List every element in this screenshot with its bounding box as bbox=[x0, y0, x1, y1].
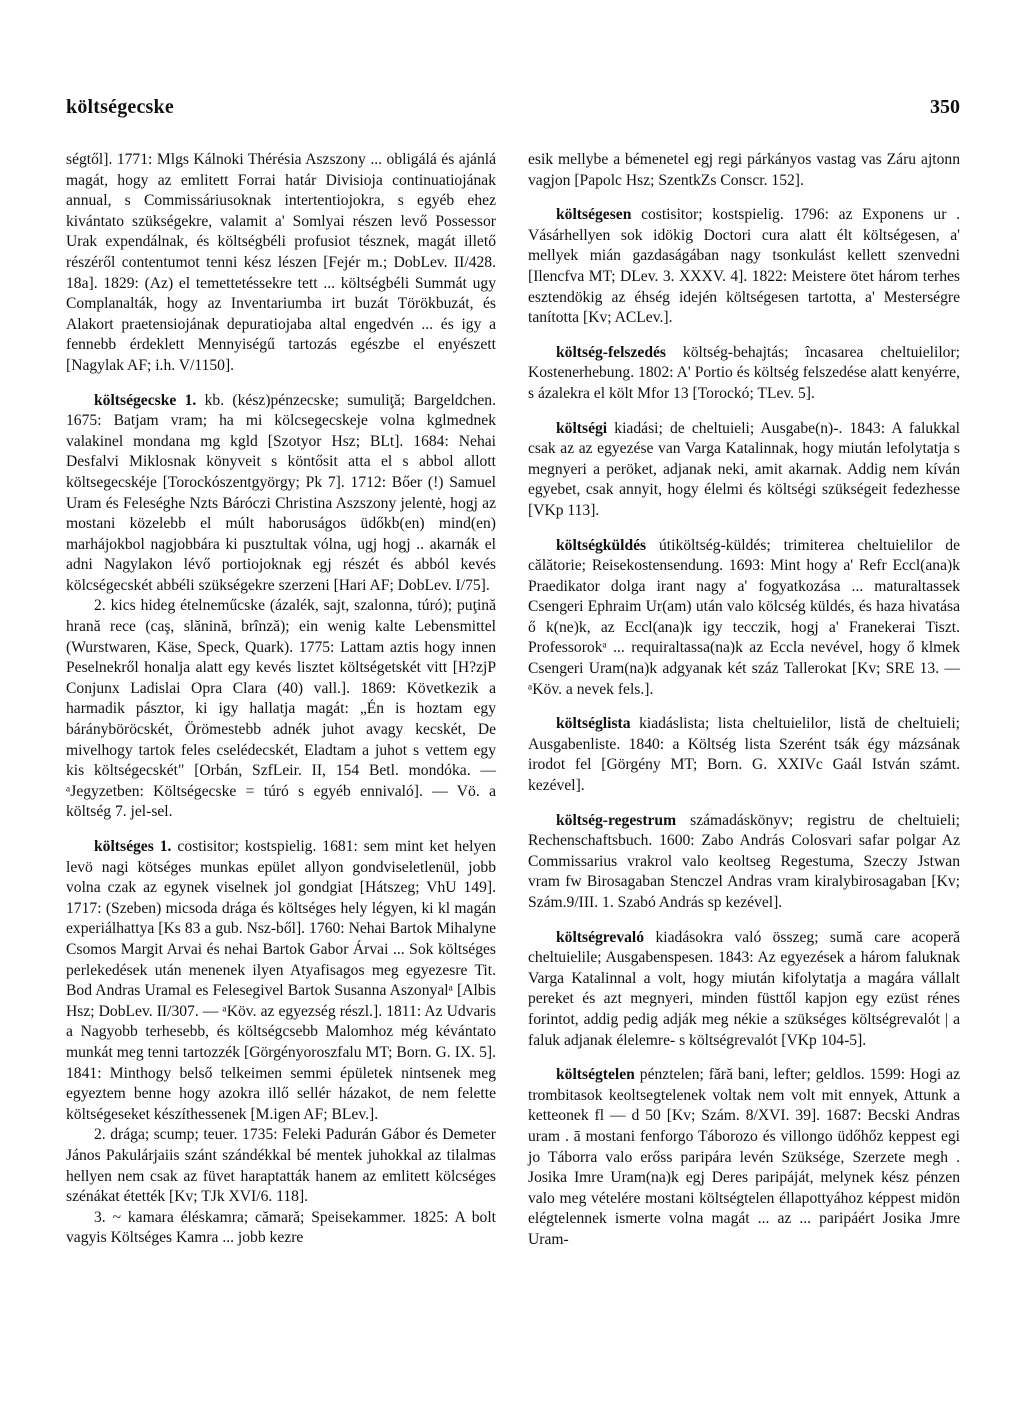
entry-text: számadáskönyv; registru de cheltuieli; Rechenschaftsbuch. 1600: Zabo András Colosvari safar polgar Az Commissarius vrakrol valo keoltseg Regestuma, Szeczy Jstwan vram fw Birosagaban Stenczel Andras vram kiralybirosagaban [Kv; Szám.9/III. 1. Szabó András sp kezével]. bbox=[528, 811, 960, 911]
entry-koltsegi bbox=[528, 419, 960, 522]
entry-text: kb. (kész)pénzecske; sumuliţă; Bargeldchen. 1675: Batjam vram; ha mi kölcsegecskeje volna kglmednek valakinel mondana mg kgld [Szotyor Hsz; BLt]. 1684: Nehai Desfalvi Miklosnak könyveit s köntősit atta el s abbol allott költsegecskéje [Torockószentgyörgy; Pk 7]. 1712: Bőer (!) Samuel Uram és Feleséghe Nzts Báróczi Christina Aszszony jelentė, hogj az mostani közelebb el múlt haboruságos üdőkb(en) mind(en) marhájokbol nagjobbára ki pusztultak vólna, ugj hogj .. akarnák el adni Nagylakon lévő portiojoknak egj részét és abból kevés kölcségecskét abbéli szükségekre szerzeni [Hari AF; DobLev. I/75]. bbox=[66, 391, 496, 594]
entry-text: kiadási; de cheltuieli; Ausgabe(n)-. 1843: A falukkal csak az az egyezése van Varga Katalinnak, hogy miután lefolytatja s megnyeri a peröket, adjanak neki, amit akarnak. Addig nem kíván egyebet, csak annyit, hogy élelmi és költségi szükségeit fedezhesse [VKp 113]. bbox=[528, 419, 960, 519]
entry-text: 2. kics hideg ételneműcske (ázalék, sajt, szalonna, túró); puţină hrană rece (caş, slănină, brînză); ein wenig kalte Lebensmittel (Wurstwaren, Käse, Speck, Quark). 1775: Lattam aztis hogy innen Peselnekről honalja alatt egy kevés lisztet költségetskét vitt [H?zjP Conjunx Ladislai Opra Clara (40) vall.]. 1869: Következik a harmadik pásztor, ki igy hallatja magát: „Én is hoztam egy bárányböröcskét, Örömestebb adnék juhot avagy kecskét, De mivelhogy tartok feles cselédecskét, Eladtam a juhot s vettem egy kis költségecskét" [Orbán, SzfLeir. II, 154 Betl. mondóka. — ᵃJegyzetben: Költségecske = túró s egyéb ennivaló]. — Vö. a költség 7. jel-sel. bbox=[66, 597, 496, 821]
entry-text: costisitor; kostspielig. 1681: sem mint ket helyen levö nagi kötséges munkas epület allyon gondviseletlenül, jobb volna czak az egynek viselnek jol gondgiat [Hátszeg; VhU 149]. 1717: (Szeben) micsoda drága és költséges hely légyen, ki kl magán experiálhattya [Ks 83 a gub. Nsz-ből]. 1760: Nehai Bartok Mihalyne Csomos Margit Arvai és nehai Bartok Gabor Árvai ... Sok költséges perlekedések után menenek ilyen Atyafisagos meg egyezesre Tit. Bod Andras Uramal es Felesegivel Bartok Susanna Aszonyalᵃ [Albis Hsz; DobLev. II/307. — ᵃKöv. az egyezség részl.]. 1811: Az Udvaris a Nagyobb terhesebb, és költségcsebb Malomhoz még kévántato munkát meg tenni tartozzék [Görgényoroszfalu MT; Born. G. IX. 5]. 1841: Minthogy belső telkeimen semmi épületek nintsenek meg egyeztem benne hogy azokra illő sellér házakot, de nem felette költségeseket készíthessenek [M.igen AF; BLev.]. bbox=[66, 838, 496, 1123]
entry-koltsegrevalo bbox=[528, 928, 960, 1052]
entry-koltseges bbox=[66, 837, 496, 1249]
running-headword: költségecske bbox=[66, 96, 174, 118]
entry-headword: költségesen bbox=[556, 206, 632, 224]
entry-headword: költségrevaló bbox=[556, 928, 645, 946]
entry-koltsegecske bbox=[66, 391, 496, 823]
entry-koltsegtelen bbox=[528, 1065, 960, 1250]
entry-headword: költségtelen bbox=[556, 1066, 635, 1084]
entry-continuation bbox=[528, 150, 960, 191]
entry-koltseg-felszedes bbox=[528, 343, 960, 405]
sense-3 bbox=[66, 1208, 496, 1249]
entry-headword: költség-felszedés bbox=[556, 343, 666, 361]
entry-text: 3. ~ kamara éléskamra; cămară; Speisekammer. 1825: A bolt vagyis Költséges Kamra ... jobb kezre bbox=[66, 1208, 496, 1247]
entry-text: 2. drága; scump; teuer. 1735: Feleki Padurán Gábor és Demeter János Pakulárjaiis szánt szándékkal bé mentek juhokkal az tilalmas hellyen nem csak az füvet haraptatták hanem az emlitett kölcséges szénákat étették [Kv; TJk XVI/6. 118]. bbox=[66, 1126, 496, 1206]
entry-headword: költségi bbox=[556, 419, 608, 437]
entry-text: útiköltség-küldés; trimiterea cheltuielilor de călătorie; Reisekostensendung. 1693: Mint hogy a' Refr Eccl(ana)k Praedikator dolga irant nagy a' fogyatkozása ... maturaltassek Csengeri Ephraim Ur(am) után valo kölcség küldés, és haza hivatása ő k(ne)k, az Eccl(ana)k igy tecczik, hogj a' Franekerai Tiszt. Professorokᵃ ... requiraltassa(na)k az Eccla nevével, hogy ő klmek Csengeri Uram(na)k adgyanak két száz Tallerokat [Kv; SRE 13. — ᵃKöv. a nevek fels.]. bbox=[528, 536, 961, 698]
running-head bbox=[66, 96, 960, 124]
right-column bbox=[528, 150, 960, 1265]
entry-text: költség-behajtás; încasarea cheltuielilor; Kostenerhebung. 1802: A' Portio és költség felszedése alatt kenyérre, s ázalekra el költ Mfor 13 [Torockó; TLev. 5]. bbox=[528, 343, 960, 402]
entry-headword: költséges 1. bbox=[94, 838, 172, 855]
left-column bbox=[66, 150, 496, 1263]
entry-text: kiadásokra való összeg; sumă care acoperă cheltuielile; Ausgabenspesen. 1843: Az egyezések a három faluknak Varga Katalinnal a volt, hogy miután kifolytatja a magára vállalt pereket és azt megnyeri, minden füsttől kapjon egy ezüst rénes forintot, addig pedig adják meg nékie a szükséges költségrevalót | a faluk adjanak élelemre- s költségrevalót [VKp 104-5]. bbox=[528, 928, 960, 1049]
entry-koltsegesen bbox=[528, 205, 960, 329]
entry-text: esik mellybe a bémenetel egj regi párkányos vastag vas Záru ajtonn vagjon [Papolc Hsz; SzentkZs Conscr. 152]. bbox=[528, 151, 960, 189]
page-number: 350 bbox=[930, 96, 960, 118]
entry-headword: költséglista bbox=[556, 715, 631, 733]
entry-koltseglista bbox=[528, 714, 960, 796]
entry-text: ségtől]. 1771: Mlgs Kálnoki Thérésia Aszszony ... obligálá és ajánlá magát, hogy az emlitett Forrai határ Divisioja continuatiojának annual, s Commissáriusoknak intertentiojokra, s egyéb ehez kivántato szükségekre, valamit a' Somlyai részen levő Possessor Urak expendálnak, és költségbéli profusiot tésznek, magát illető részéről contentumot tenni kész lészen [Fejér m.; DobLev. II/428. 18a]. 1829: (Az) el temettetéssekre tett ... költségbéli Summát ugy Complanalták, hogy az Inventariumba irt buzát Törökbuzát, és Alakort praetensiojának depuratiojaba altal engedvén ... és igy a fennebb érdeklett Mennyiségű tartozás egészbe el enyészett [Nagylak AF; i.h. V/1150]. bbox=[66, 151, 496, 374]
entry-text: kiadáslista; lista cheltuielilor, listă de cheltuieli; Ausgabenliste. 1840: a Költség lista Szerént tsák égy mázsának irodot fel [Görgény MT; Born. G. XXIVc Gaál István számt. kezével]. bbox=[528, 715, 960, 795]
entry-headword: költség-regestrum bbox=[556, 811, 677, 829]
entry-koltseg-regestrum bbox=[528, 811, 960, 914]
sense-1 bbox=[66, 391, 496, 597]
entry-continuation bbox=[66, 150, 496, 377]
entry-text: pénztelen; fără bani, lefter; geldlos. 1599: Hogi az trombitasok keoltsegtelenek voltak nem volt mit ennyek, Attunk a ketteonek fl — d 50 [Kv; Szám. 8/XVI. 39]. 1687: Becski Andras uram . ā mostani fenforgo Táborozo és villongo üdőhőz keppest egi jo Táborra valo erőss paripára levén Szüksége, Szerzete megh . Josika Imre Uram(na)k egj Deres paripáját, melynek kész pénzen valo meg vételére mostani költségtelen éllapottyához képpest midön elégtelennek ismerte volna magát ... az ... paripáért Josika Jmre Uram- bbox=[528, 1066, 960, 1248]
sense-2 bbox=[66, 1125, 496, 1207]
sense-2 bbox=[66, 596, 496, 823]
entry-headword: költségküldés bbox=[556, 536, 647, 554]
entry-text: costisitor; kostspielig. 1796: az Exponens ur . Vásárhellyen sok idökig Doctori cura alatt élt költségesen, a' mellyek mián gazdaságában nagy tsonkulást kellett szenvedni [Ilencfva MT; DLev. 3. XXXV. 4]. 1822: Meistere ötet három terhes esztendökig az éhség idején költségesen tartotta, a' Mesterségre tanította [Kv; ACLev.]. bbox=[528, 206, 960, 327]
entry-headword: költségecske 1. bbox=[94, 391, 197, 409]
entry-koltsegkuldes bbox=[528, 536, 960, 701]
sense-1 bbox=[66, 837, 496, 1125]
